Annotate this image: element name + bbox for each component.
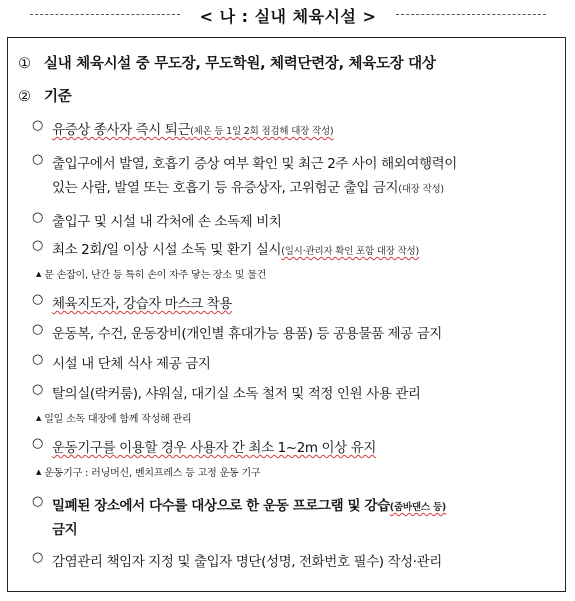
- section-1: [18, 52, 436, 73]
- sub-note: [36, 410, 192, 425]
- bullet-circle-icon: ○: [32, 152, 43, 167]
- item-text: 체육지도자, 강습자 마스크 착용: [52, 296, 232, 312]
- item-text-line2: 금지: [52, 522, 78, 538]
- item-text: 최소 2회/일 이상 시설 소독 및 환기 실시: [52, 242, 282, 258]
- item-text: 탈의실(락커룸), 샤워실, 대기실 소독 철저 및 적정 인원 사용 관리: [52, 386, 421, 402]
- bullet-circle-icon: ○: [32, 550, 43, 565]
- section-2-number: ②: [18, 89, 31, 105]
- section-1-number: ①: [18, 56, 31, 72]
- bullet-circle-icon: ○: [32, 352, 43, 367]
- triangle-icon: ▲: [36, 270, 42, 278]
- bullet-circle-icon: ○: [32, 118, 43, 133]
- bullet-circle-icon: ○: [32, 322, 43, 337]
- triangle-icon: ▲: [36, 468, 42, 476]
- bullet-circle-icon: ○: [32, 382, 43, 397]
- item-text: 출입구에서 발열, 호흡기 증상 여부 확인 및 최근 2주 사이 해외여행력이: [52, 156, 457, 172]
- sub-note-text: 일일 소독 대장에 함께 작성해 관리: [44, 414, 192, 425]
- item-text: 출입구 및 시설 내 각처에 손 소독제 비치: [52, 214, 282, 230]
- section-2-text: 기준: [44, 89, 72, 105]
- item-text-line2: 있는 사람, 발열 또는 호흡기 등 유증상자, 고위험군 출입 금지: [52, 180, 399, 196]
- item-text: 밀폐된 장소에서 다수를 대상으로 한 운동 프로그램 및 강습: [52, 498, 390, 514]
- sub-note-text: 운동기구 : 러닝머신, 벤치프레스 등 고정 운동 기구: [44, 468, 261, 479]
- bullet-circle-icon: ○: [32, 494, 43, 509]
- list-item-continuation: [52, 518, 77, 538]
- section-2: [18, 85, 71, 106]
- sub-note: [36, 266, 266, 281]
- item-text: 운동복, 수건, 운동장비(개인별 휴대가능 용품) 등 공용물품 제공 금지: [52, 326, 442, 342]
- item-note: (일시·관리자 확인 포함 대장 작성): [281, 246, 420, 257]
- page-title: < 나 : 실내 체육시설 >: [199, 7, 377, 26]
- bullet-circle-icon: ○: [32, 436, 43, 451]
- item-text: 시설 내 단체 식사 제공 금지: [52, 356, 211, 372]
- sub-note-text: 문 손잡이, 난간 등 특히 손이 자주 닿는 장소 및 물건: [44, 270, 267, 281]
- bullet-circle-icon: ○: [32, 238, 43, 253]
- item-text: 감염관리 책임자 지정 및 출입자 명단(성명, 전화번호 필수) 작성·관리: [52, 554, 442, 570]
- triangle-icon: ▲: [36, 414, 42, 422]
- list-item-continuation: [52, 176, 444, 196]
- title-bar: [0, 0, 575, 30]
- item-note: (줌바댄스 등): [389, 502, 447, 513]
- item-text: 유증상 종사자 즉시 퇴근: [52, 122, 191, 138]
- item-text: 운동기구를 이용할 경우 사용자 간 최소 1~2m 이상 유지: [52, 440, 376, 456]
- sub-note: [36, 464, 260, 479]
- item-note: (대장 작성): [398, 184, 444, 195]
- bullet-circle-icon: ○: [32, 210, 43, 225]
- title-divider-right: [396, 14, 546, 15]
- bullet-circle-icon: ○: [32, 292, 43, 307]
- section-1-text: 실내 체육시설 중 무도장, 무도학원, 체력단련장, 체육도장 대상: [44, 56, 436, 72]
- item-note: (체온 등 1일 2회 점검해 대장 작성): [190, 126, 334, 137]
- title-divider-left: [30, 14, 180, 15]
